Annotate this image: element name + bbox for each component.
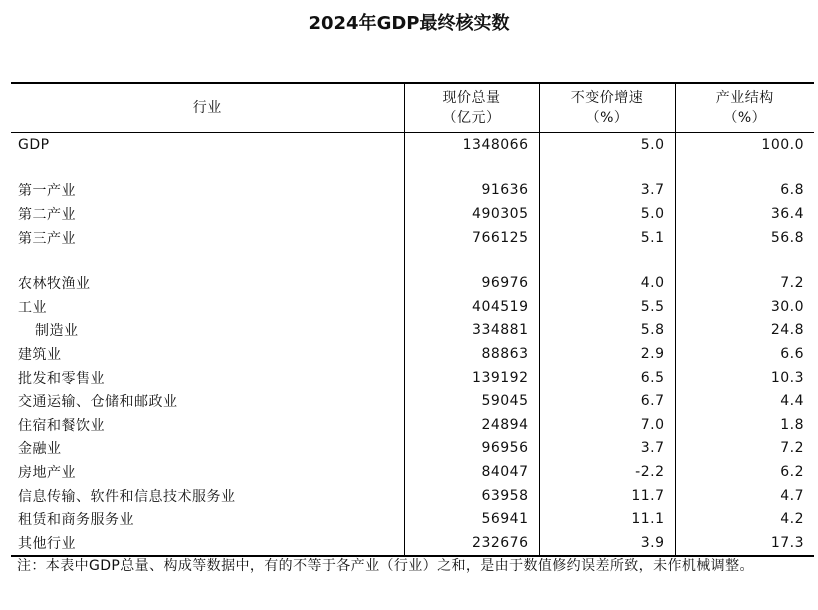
page-title: 2024年GDP最终核实数: [308, 13, 510, 34]
industry-name: 第一产业: [18, 183, 76, 200]
industry-name: 金融业: [18, 441, 62, 458]
header-total: 现价总量 （亿元）: [404, 83, 539, 133]
footnote: 注：本表中GDP总量、构成等数据中，有的不等于各产业（行业）之和，是由于数值修约误差所致，未作机械调整。: [17, 558, 754, 574]
total-value: 96956: [404, 437, 539, 461]
total-value: 96976: [404, 271, 539, 295]
growth-value: 4.0: [539, 271, 675, 295]
growth-value: 11.7: [539, 484, 675, 508]
spacer-row: [11, 249, 814, 271]
table-row: [11, 295, 814, 319]
structure-value: 6.2: [675, 460, 814, 484]
structure-value: 36.4: [675, 202, 814, 226]
gdp-table: [11, 82, 814, 557]
structure-value: 4.2: [675, 507, 814, 531]
industry-name: 工业: [18, 299, 47, 316]
structure-value: 30.0: [675, 295, 814, 319]
growth-value: 5.0: [539, 133, 675, 157]
table-header-row: [11, 83, 814, 133]
table-row: [11, 133, 814, 157]
structure-value: 6.6: [675, 342, 814, 366]
total-value: 490305: [404, 202, 539, 226]
structure-value: 10.3: [675, 366, 814, 390]
table-row: [11, 342, 814, 366]
header-structure: 产业结构 （%）: [675, 83, 814, 133]
industry-name: 租赁和商务服务业: [18, 512, 134, 529]
growth-value: 2.9: [539, 342, 675, 366]
growth-value: 3.9: [539, 531, 675, 556]
table-row: [11, 413, 814, 437]
total-value: 766125: [404, 226, 539, 250]
industry-name: 制造业: [35, 323, 79, 340]
spacer-row: [11, 157, 814, 179]
header-growth: 不变价增速 （%）: [539, 83, 675, 133]
total-value: 404519: [404, 295, 539, 319]
industry-name: 信息传输、软件和信息技术服务业: [18, 488, 236, 505]
industry-name: 第二产业: [18, 206, 76, 223]
structure-value: 7.2: [675, 271, 814, 295]
growth-value: 5.0: [539, 202, 675, 226]
growth-value: 7.0: [539, 413, 675, 437]
industry-name: 其他行业: [11, 531, 404, 556]
structure-value: 6.8: [675, 179, 814, 203]
growth-value: 6.5: [539, 366, 675, 390]
structure-value: 17.3: [675, 531, 814, 556]
total-value: 334881: [404, 319, 539, 343]
total-value: 24894: [404, 413, 539, 437]
total-value: 232676: [404, 531, 539, 556]
table-row: [11, 226, 814, 250]
industry-name: GDP: [18, 136, 50, 153]
total-value: 1348066: [404, 133, 539, 157]
table-row: [11, 319, 814, 343]
growth-value: 11.1: [539, 507, 675, 531]
structure-value: 4.4: [675, 389, 814, 413]
structure-value: 4.7: [675, 484, 814, 508]
total-value: 56941: [404, 507, 539, 531]
structure-value: 56.8: [675, 226, 814, 250]
total-value: 139192: [404, 366, 539, 390]
growth-value: 5.8: [539, 319, 675, 343]
table-row: [11, 531, 814, 556]
industry-name: 交通运输、仓储和邮政业: [18, 394, 178, 411]
table-row: [11, 507, 814, 531]
growth-value: 6.7: [539, 389, 675, 413]
total-value: 63958: [404, 484, 539, 508]
table-row: [11, 484, 814, 508]
total-value: 91636: [404, 179, 539, 203]
industry-name: 建筑业: [18, 346, 62, 363]
structure-value: 1.8: [675, 413, 814, 437]
industry-name: 批发和零售业: [18, 370, 105, 387]
structure-value: 24.8: [675, 319, 814, 343]
table-row: [11, 202, 814, 226]
table-row: [11, 460, 814, 484]
structure-value: 100.0: [675, 133, 814, 157]
header-industry: 行业: [11, 83, 404, 133]
industry-name: 农林牧渔业: [18, 276, 91, 293]
table-row: [11, 389, 814, 413]
table-row: [11, 179, 814, 203]
growth-value: 3.7: [539, 179, 675, 203]
table-row: [11, 271, 814, 295]
total-value: 84047: [404, 460, 539, 484]
industry-name: 房地产业: [18, 464, 76, 481]
growth-value: 3.7: [539, 437, 675, 461]
industry-name: 住宿和餐饮业: [18, 417, 105, 434]
growth-value: -2.2: [539, 460, 675, 484]
growth-value: 5.1: [539, 226, 675, 250]
table-row: [11, 437, 814, 461]
growth-value: 5.5: [539, 295, 675, 319]
table-row: [11, 366, 814, 390]
total-value: 59045: [404, 389, 539, 413]
structure-value: 7.2: [675, 437, 814, 461]
industry-name: 第三产业: [18, 230, 76, 247]
total-value: 88863: [404, 342, 539, 366]
